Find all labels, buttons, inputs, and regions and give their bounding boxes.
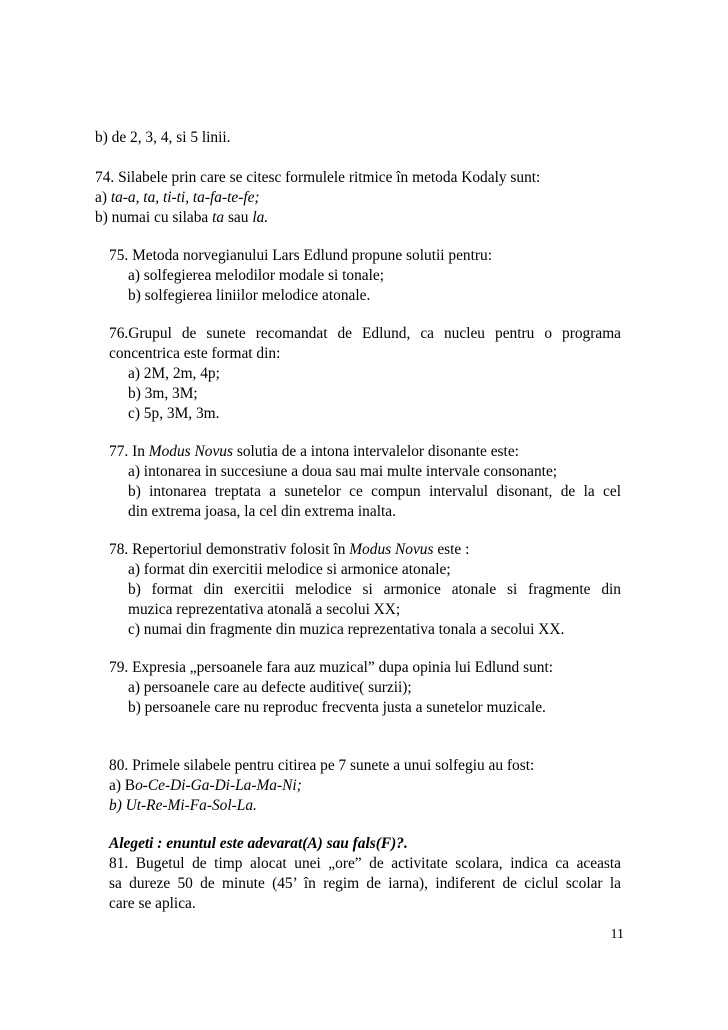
q76-question-line1: 76.Grupul de sunete recomandat de Edlund, ca nucleu pentru o programa bbox=[109, 325, 621, 342]
q74-option-b-syllable-la: la. bbox=[252, 209, 269, 226]
q77-modus-novus: Modus Novus bbox=[148, 443, 233, 460]
q78-question-post: este : bbox=[433, 541, 470, 558]
q80-option-a-prefix: a) B bbox=[109, 777, 136, 794]
q74-question: 74. Silabele prin care se citesc formulele ritmice în metoda Kodaly sunt: bbox=[95, 169, 541, 186]
q74-option-b-sau: sau bbox=[224, 209, 253, 226]
q78-question bbox=[109, 540, 469, 560]
q77-question bbox=[109, 442, 519, 462]
q74-option-a-prefix: a) bbox=[95, 189, 111, 206]
q78-option-c: c) numai din fragmente din muzica reprezentativa tonala a secolui XX. bbox=[128, 621, 565, 638]
q74-option-a bbox=[95, 188, 260, 208]
q74-option-b bbox=[95, 208, 268, 228]
q76-option-b: b) 3m, 3M; bbox=[128, 385, 198, 402]
q73-option-b: b) de 2, 3, 4, si 5 linii. bbox=[95, 129, 231, 146]
q78-option-b-line2: muzica reprezentativa atonală a secolui XX; bbox=[128, 601, 401, 618]
q76-question-line2: concentrica este format din: bbox=[109, 345, 281, 362]
q74-option-b-syllable-ta: ta bbox=[212, 209, 225, 226]
q76-option-a: a) 2M, 2m, 4p; bbox=[128, 365, 220, 382]
q78-modus-novus: Modus Novus bbox=[349, 541, 434, 558]
q79-question: 79. Expresia „persoanele fara auz muzical” dupa opinia lui Edlund sunt: bbox=[109, 659, 554, 676]
q77-question-pre: 77. In bbox=[109, 443, 149, 460]
q80-option-a-text: o-Ce-Di-Ga-Di-La-Ma-Ni; bbox=[135, 777, 302, 794]
q80-option-a bbox=[109, 776, 302, 796]
q77-option-b-line2: din extrema joasa, la cel din extrema inalta. bbox=[128, 503, 396, 520]
q80-option-b: b) Ut-Re-Mi-Fa-Sol-La. bbox=[109, 797, 257, 814]
section-instruction: Alegeti : enuntul este adevarat(A) sau fals(F)?. bbox=[109, 835, 408, 852]
q78-question-pre: 78. Repertoriul demonstrativ folosit în bbox=[109, 541, 350, 558]
q76-option-c: c) 5p, 3M, 3m. bbox=[128, 405, 220, 422]
q75-option-a: a) solfegierea melodilor modale si tonale; bbox=[128, 267, 384, 284]
q80-question: 80. Primele silabele pentru citirea pe 7 sunete a unui solfegiu au fost: bbox=[109, 757, 535, 774]
q81-line2: sa dureze 50 de minute (45’ în regim de iarna), indiferent de ciclul scolar la bbox=[109, 875, 621, 892]
q75-question: 75. Metoda norvegianului Lars Edlund propune solutii pentru: bbox=[109, 247, 492, 264]
q77-question-post: solutia de a intona intervalelor disonante este: bbox=[233, 443, 519, 460]
page-number: 11 bbox=[610, 927, 624, 942]
q78-option-b-line1: b) format din exercitii melodice si armonice atonale si fragmente din bbox=[128, 581, 621, 598]
q81-line3: care se aplica. bbox=[109, 895, 196, 912]
q74-option-a-text: ta-a, ta, ti-ti, ta-fa-te-fe; bbox=[110, 189, 260, 206]
q77-option-b-line1: b) intonarea treptata a sunetelor ce compun intervalul disonant, de la cel bbox=[128, 483, 621, 500]
q78-option-a: a) format din exercitii melodice si armonice atonale; bbox=[128, 561, 451, 578]
q81-line1: 81. Bugetul de timp alocat unei „ore” de activitate scolara, indica ca aceasta bbox=[109, 855, 621, 872]
q75-option-b: b) solfegierea liniilor melodice atonale. bbox=[128, 287, 371, 304]
q77-option-a: a) intonarea in succesiune a doua sau mai multe intervale consonante; bbox=[128, 463, 558, 480]
q79-option-b: b) persoanele care nu reproduc frecventa justa a sunetelor muzicale. bbox=[128, 699, 546, 716]
q74-option-b-text: b) numai cu silaba bbox=[95, 209, 213, 226]
q79-option-a: a) persoanele care au defecte auditive( surzii); bbox=[128, 679, 412, 696]
